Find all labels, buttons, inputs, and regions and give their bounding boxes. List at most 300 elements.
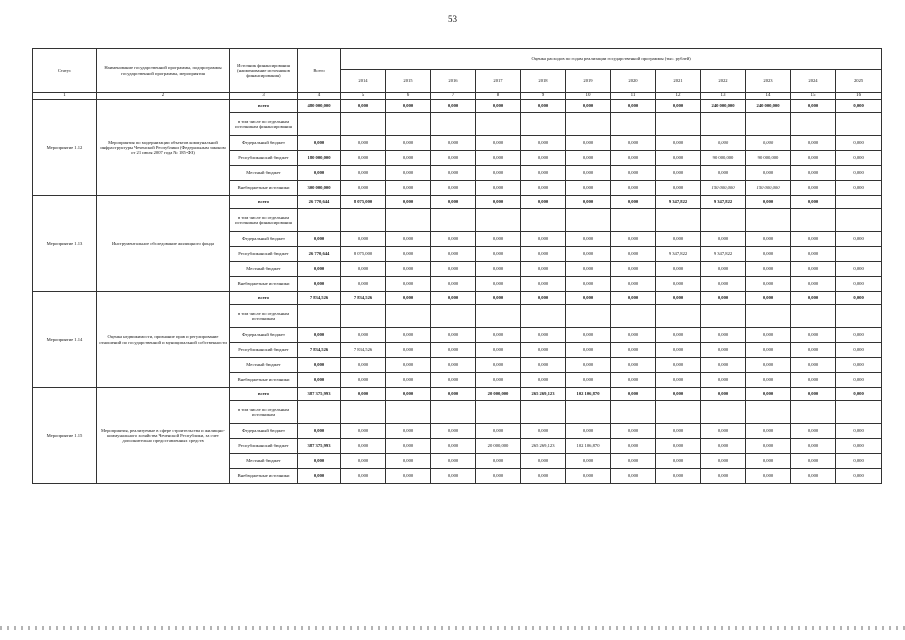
- year-value-cell: [341, 401, 386, 424]
- total-cell: 387 375,993: [298, 439, 341, 454]
- year-value-cell: 0,000: [836, 232, 882, 247]
- year-value-cell: 0,000: [566, 181, 611, 196]
- year-value-cell: 0,000: [386, 292, 431, 305]
- year-value-cell: 7 834,526: [341, 292, 386, 305]
- year-value-cell: [341, 305, 386, 328]
- year-value-cell: 0,000: [701, 388, 746, 401]
- year-value-cell: 0,000: [701, 454, 746, 469]
- year-value-cell: [431, 401, 476, 424]
- year-value-cell: 0,000: [791, 196, 836, 209]
- year-header: 2015: [386, 70, 431, 93]
- year-value-cell: 0,000: [656, 328, 701, 343]
- year-header: 2017: [476, 70, 521, 93]
- year-value-cell: 0,000: [431, 100, 476, 113]
- year-value-cell: [386, 209, 431, 232]
- year-value-cell: 0,000: [836, 181, 882, 196]
- year-value-cell: 0,000: [701, 292, 746, 305]
- year-value-cell: [611, 113, 656, 136]
- column-number: 11: [611, 93, 656, 100]
- year-value-cell: 0,000: [341, 373, 386, 388]
- year-value-cell: 0,000: [386, 277, 431, 292]
- year-value-cell: [611, 209, 656, 232]
- year-value-cell: 0,000: [656, 100, 701, 113]
- year-value-cell: 0,000: [611, 439, 656, 454]
- year-value-cell: 0,000: [836, 424, 882, 439]
- year-value-cell: 0,000: [836, 439, 882, 454]
- year-value-cell: 0,000: [386, 424, 431, 439]
- year-header: 2022: [701, 70, 746, 93]
- year-header: 2021: [656, 70, 701, 93]
- total-cell: 7 834,526: [298, 292, 341, 305]
- year-value-cell: 0,000: [701, 277, 746, 292]
- funding-source: в том числе по отдельным источникам: [230, 305, 298, 328]
- year-value-cell: [836, 209, 882, 232]
- year-value-cell: 9 347,822: [656, 247, 701, 262]
- year-value-cell: 102 106,870: [566, 388, 611, 401]
- year-value-cell: 0,000: [701, 469, 746, 484]
- year-value-cell: 0,000: [386, 151, 431, 166]
- year-value-cell: 0,000: [566, 232, 611, 247]
- year-value-cell: 0,000: [566, 166, 611, 181]
- year-value-cell: 0,000: [746, 292, 791, 305]
- year-value-cell: [386, 401, 431, 424]
- year-value-cell: [656, 113, 701, 136]
- table-row: [33, 292, 882, 305]
- year-value-cell: [386, 305, 431, 328]
- column-number: 10: [566, 93, 611, 100]
- year-value-cell: [791, 209, 836, 232]
- year-value-cell: 9 347,822: [701, 247, 746, 262]
- year-value-cell: 0,000: [521, 196, 566, 209]
- year-value-cell: [476, 209, 521, 232]
- year-value-cell: 0,000: [476, 469, 521, 484]
- year-header: 2020: [611, 70, 656, 93]
- funding-source: Внебюджетные источники: [230, 277, 298, 292]
- year-value-cell: 0,000: [611, 424, 656, 439]
- total-cell: [298, 113, 341, 136]
- year-value-cell: 0,000: [656, 292, 701, 305]
- year-value-cell: 0,000: [476, 232, 521, 247]
- year-value-cell: 0,000: [611, 358, 656, 373]
- year-value-cell: [611, 401, 656, 424]
- total-cell: [298, 305, 341, 328]
- year-value-cell: 0,000: [341, 232, 386, 247]
- table-row: [33, 100, 882, 113]
- year-value-cell: 0,000: [521, 181, 566, 196]
- year-value-cell: 0,000: [431, 439, 476, 454]
- year-value-cell: 0,000: [611, 373, 656, 388]
- year-value-cell: 0,000: [611, 136, 656, 151]
- year-value-cell: 0,000: [386, 181, 431, 196]
- year-value-cell: [791, 305, 836, 328]
- total-cell: 0,000: [298, 277, 341, 292]
- year-value-cell: 0,000: [656, 439, 701, 454]
- year-value-cell: 0,000: [341, 328, 386, 343]
- funding-source: Республиканский бюджет: [230, 439, 298, 454]
- year-value-cell: 0,000: [386, 439, 431, 454]
- year-value-cell: 0,000: [656, 358, 701, 373]
- year-value-cell: 0,000: [476, 196, 521, 209]
- activity-name: Мероприятия по модернизации объектов коммунальной инфраструктуры Чеченской Республики (Федеральным законом от 21 июля 2007 года № 185-ФЗ): [97, 100, 230, 196]
- year-value-cell: 0,000: [701, 136, 746, 151]
- year-value-cell: [836, 305, 882, 328]
- year-value-cell: 0,000: [836, 373, 882, 388]
- year-value-cell: 0,000: [521, 469, 566, 484]
- year-header: 2016: [431, 70, 476, 93]
- year-value-cell: 0,000: [386, 262, 431, 277]
- year-value-cell: 0,000: [701, 328, 746, 343]
- year-value-cell: 0,000: [701, 373, 746, 388]
- header-name: Наименование государственной программы, подпрограммы государственной программы, мероприятия: [97, 49, 230, 93]
- year-value-cell: 0,000: [566, 469, 611, 484]
- year-value-cell: [836, 247, 882, 262]
- column-number: 2: [97, 93, 230, 100]
- funding-source: Местный бюджет: [230, 358, 298, 373]
- total-cell: 0,000: [298, 469, 341, 484]
- year-value-cell: 0,000: [566, 277, 611, 292]
- year-value-cell: 0,000: [791, 358, 836, 373]
- year-value-cell: 0,000: [656, 373, 701, 388]
- column-number: 3: [230, 93, 298, 100]
- year-value-cell: 0,000: [341, 424, 386, 439]
- year-value-cell: 0,000: [476, 262, 521, 277]
- year-header: 2019: [566, 70, 611, 93]
- year-value-cell: 0,000: [566, 151, 611, 166]
- total-cell: 0,000: [298, 358, 341, 373]
- total-cell: 0,000: [298, 262, 341, 277]
- year-value-cell: 0,000: [791, 328, 836, 343]
- year-value-cell: 0,000: [836, 262, 882, 277]
- year-value-cell: 0,000: [656, 343, 701, 358]
- funding-source: Федеральный бюджет: [230, 424, 298, 439]
- activity-status: Мероприятие 1.15: [33, 388, 97, 484]
- year-value-cell: 0,000: [836, 328, 882, 343]
- year-value-cell: 0,000: [521, 373, 566, 388]
- year-value-cell: 0,000: [836, 151, 882, 166]
- total-cell: 0,000: [298, 166, 341, 181]
- year-value-cell: 0,000: [746, 454, 791, 469]
- year-value-cell: 0,000: [611, 166, 656, 181]
- total-cell: 0,000: [298, 424, 341, 439]
- year-value-cell: 0,000: [746, 388, 791, 401]
- year-value-cell: 0,000: [836, 136, 882, 151]
- total-cell: 0,000: [298, 232, 341, 247]
- year-value-cell: 0,000: [566, 373, 611, 388]
- total-cell: 387 375,993: [298, 388, 341, 401]
- year-value-cell: 0,000: [476, 292, 521, 305]
- year-value-cell: 0,000: [836, 166, 882, 181]
- year-header: 2025: [836, 70, 882, 93]
- year-value-cell: 0,000: [836, 358, 882, 373]
- year-value-cell: [656, 401, 701, 424]
- funding-source: Республиканский бюджет: [230, 151, 298, 166]
- year-value-cell: 0,000: [386, 454, 431, 469]
- year-value-cell: [701, 305, 746, 328]
- year-value-cell: 0,000: [431, 262, 476, 277]
- year-value-cell: 0,000: [746, 196, 791, 209]
- year-value-cell: 0,000: [386, 328, 431, 343]
- year-value-cell: 0,000: [656, 262, 701, 277]
- year-value-cell: 0,000: [521, 136, 566, 151]
- scan-noise-line: [0, 626, 905, 630]
- year-value-cell: 0,000: [836, 292, 882, 305]
- year-value-cell: 0,000: [476, 277, 521, 292]
- year-value-cell: 0,000: [521, 358, 566, 373]
- total-cell: 480 000,000: [298, 100, 341, 113]
- year-value-cell: 0,000: [431, 136, 476, 151]
- year-value-cell: 0,000: [656, 181, 701, 196]
- funding-source: в том числе по отдельным источникам финансирования: [230, 113, 298, 136]
- year-value-cell: 0,000: [566, 292, 611, 305]
- year-value-cell: 0,000: [656, 166, 701, 181]
- year-value-cell: [476, 305, 521, 328]
- year-value-cell: 0,000: [521, 343, 566, 358]
- year-value-cell: 0,000: [386, 136, 431, 151]
- year-value-cell: 0,000: [611, 277, 656, 292]
- total-cell: 0,000: [298, 373, 341, 388]
- year-value-cell: 0,000: [341, 100, 386, 113]
- year-value-cell: 0,000: [431, 181, 476, 196]
- year-value-cell: 0,000: [791, 469, 836, 484]
- year-value-cell: [701, 401, 746, 424]
- funding-source: всего: [230, 388, 298, 401]
- year-value-cell: 0,000: [746, 262, 791, 277]
- year-value-cell: 0,000: [341, 151, 386, 166]
- year-value-cell: 0,000: [431, 247, 476, 262]
- year-value-cell: 0,000: [746, 343, 791, 358]
- year-value-cell: 0,000: [566, 328, 611, 343]
- year-value-cell: 0,000: [341, 454, 386, 469]
- year-value-cell: 240 000,000: [746, 100, 791, 113]
- header-estimate: Оценка расходов по годам реализации государственной программы (тыс. рублей): [341, 49, 882, 70]
- year-value-cell: 0,000: [656, 469, 701, 484]
- year-value-cell: 0,000: [386, 469, 431, 484]
- year-value-cell: [791, 401, 836, 424]
- year-value-cell: 0,000: [791, 424, 836, 439]
- year-value-cell: 0,000: [656, 388, 701, 401]
- year-value-cell: 0,000: [521, 454, 566, 469]
- year-value-cell: 0,000: [431, 151, 476, 166]
- year-value-cell: 0,000: [431, 469, 476, 484]
- year-value-cell: [521, 209, 566, 232]
- year-value-cell: 0,000: [656, 151, 701, 166]
- year-value-cell: 7 834,526: [341, 343, 386, 358]
- year-value-cell: 240 000,000: [701, 100, 746, 113]
- year-value-cell: 0,000: [476, 424, 521, 439]
- year-value-cell: 0,000: [341, 166, 386, 181]
- year-value-cell: 0,000: [476, 151, 521, 166]
- year-value-cell: 0,000: [701, 424, 746, 439]
- year-value-cell: 8 075,000: [341, 196, 386, 209]
- year-value-cell: 0,000: [566, 196, 611, 209]
- expenditure-table: [32, 48, 882, 484]
- year-value-cell: 102 106,870: [566, 439, 611, 454]
- year-value-cell: 0,000: [611, 469, 656, 484]
- year-value-cell: 0,000: [476, 373, 521, 388]
- year-value-cell: 0,000: [656, 232, 701, 247]
- year-value-cell: 0,000: [476, 454, 521, 469]
- column-number: 5: [341, 93, 386, 100]
- header-status: Статус: [33, 49, 97, 93]
- year-header: 2014: [341, 70, 386, 93]
- header-total: Всего: [298, 49, 341, 93]
- year-value-cell: 0,000: [611, 343, 656, 358]
- year-value-cell: 0,000: [836, 454, 882, 469]
- year-value-cell: [341, 113, 386, 136]
- year-value-cell: 0,000: [701, 262, 746, 277]
- year-value-cell: 0,000: [476, 343, 521, 358]
- activity-status: Мероприятие 1.13: [33, 196, 97, 292]
- year-value-cell: 0,000: [341, 136, 386, 151]
- year-value-cell: 0,000: [791, 292, 836, 305]
- year-value-cell: 0,000: [701, 166, 746, 181]
- year-value-cell: 0,000: [836, 343, 882, 358]
- year-value-cell: [521, 113, 566, 136]
- total-cell: [298, 209, 341, 232]
- year-value-cell: 0,000: [566, 262, 611, 277]
- year-value-cell: [521, 401, 566, 424]
- year-value-cell: 0,000: [611, 388, 656, 401]
- year-value-cell: [746, 401, 791, 424]
- year-value-cell: 0,000: [611, 181, 656, 196]
- year-value-cell: 0,000: [791, 277, 836, 292]
- year-value-cell: 0,000: [386, 343, 431, 358]
- year-value-cell: 0,000: [566, 343, 611, 358]
- table-row: [33, 196, 882, 209]
- year-value-cell: 20 000,000: [476, 439, 521, 454]
- total-cell: 7 834,526: [298, 343, 341, 358]
- year-value-cell: 0,000: [431, 373, 476, 388]
- total-cell: 300 000,000: [298, 181, 341, 196]
- year-value-cell: [746, 305, 791, 328]
- year-value-cell: 0,000: [521, 262, 566, 277]
- funding-source: Республиканский бюджет: [230, 247, 298, 262]
- year-value-cell: 0,000: [521, 232, 566, 247]
- funding-source: всего: [230, 100, 298, 113]
- year-value-cell: 0,000: [656, 277, 701, 292]
- funding-source: в том числе по отдельным источникам: [230, 401, 298, 424]
- year-value-cell: 0,000: [746, 424, 791, 439]
- year-value-cell: 0,000: [836, 100, 882, 113]
- column-number: 1: [33, 93, 97, 100]
- funding-source: Местный бюджет: [230, 262, 298, 277]
- year-value-cell: 8 075,000: [341, 247, 386, 262]
- year-value-cell: 0,000: [341, 277, 386, 292]
- year-value-cell: 150 000,000: [746, 181, 791, 196]
- year-value-cell: 0,000: [566, 100, 611, 113]
- year-value-cell: 0,000: [476, 328, 521, 343]
- funding-source: Республиканский бюджет: [230, 343, 298, 358]
- year-value-cell: 0,000: [746, 439, 791, 454]
- activity-name: Инструментальное обследование жилищного фонда: [97, 196, 230, 292]
- year-value-cell: 0,000: [521, 247, 566, 262]
- year-value-cell: 0,000: [746, 166, 791, 181]
- year-value-cell: 0,000: [791, 262, 836, 277]
- year-value-cell: 0,000: [791, 388, 836, 401]
- year-value-cell: 0,000: [836, 388, 882, 401]
- funding-source: Федеральный бюджет: [230, 232, 298, 247]
- year-value-cell: 0,000: [431, 292, 476, 305]
- year-value-cell: 0,000: [341, 439, 386, 454]
- year-value-cell: 0,000: [431, 196, 476, 209]
- year-value-cell: [431, 209, 476, 232]
- year-value-cell: [701, 113, 746, 136]
- page-number: 53: [448, 14, 457, 24]
- year-value-cell: 0,000: [431, 277, 476, 292]
- year-value-cell: [791, 113, 836, 136]
- year-value-cell: 0,000: [521, 151, 566, 166]
- year-value-cell: 0,000: [746, 277, 791, 292]
- year-value-cell: [656, 209, 701, 232]
- year-value-cell: [836, 196, 882, 209]
- year-value-cell: 0,000: [746, 136, 791, 151]
- total-cell: 26 770,644: [298, 247, 341, 262]
- year-value-cell: 0,000: [656, 136, 701, 151]
- year-value-cell: 9 347,822: [701, 196, 746, 209]
- year-value-cell: 0,000: [746, 373, 791, 388]
- funding-source: Внебюджетные источники: [230, 373, 298, 388]
- year-value-cell: 0,000: [611, 328, 656, 343]
- year-value-cell: 0,000: [701, 358, 746, 373]
- column-number: 8: [476, 93, 521, 100]
- year-value-cell: 0,000: [431, 232, 476, 247]
- year-header: 2023: [746, 70, 791, 93]
- column-number: 15: [791, 93, 836, 100]
- year-value-cell: [341, 209, 386, 232]
- year-value-cell: [566, 305, 611, 328]
- activity-name: Мероприятия, реализуемые в сфере строительства и жилищно-коммунального хозяйства Чеченской Республики, за счет дополнительно предоставленных средств: [97, 388, 230, 484]
- year-value-cell: 265 269,123: [521, 439, 566, 454]
- funding-source: всего: [230, 196, 298, 209]
- funding-source: Местный бюджет: [230, 454, 298, 469]
- year-value-cell: 0,000: [386, 100, 431, 113]
- column-number: 13: [701, 93, 746, 100]
- year-value-cell: [521, 305, 566, 328]
- year-value-cell: 0,000: [566, 136, 611, 151]
- year-value-cell: 0,000: [611, 454, 656, 469]
- year-value-cell: 0,000: [611, 196, 656, 209]
- year-value-cell: 0,000: [521, 166, 566, 181]
- year-value-cell: [386, 113, 431, 136]
- year-value-cell: [431, 305, 476, 328]
- year-header: 2018: [521, 70, 566, 93]
- year-value-cell: [566, 401, 611, 424]
- funding-source: Внебюджетные источники: [230, 181, 298, 196]
- column-number: 16: [836, 93, 882, 100]
- funding-source: в том числе по отдельным источникам финансирования: [230, 209, 298, 232]
- year-value-cell: 150 000,000: [701, 181, 746, 196]
- year-value-cell: 0,000: [566, 424, 611, 439]
- year-value-cell: 0,000: [386, 232, 431, 247]
- year-value-cell: 0,000: [611, 247, 656, 262]
- year-value-cell: 0,000: [611, 262, 656, 277]
- year-value-cell: 0,000: [791, 439, 836, 454]
- year-value-cell: 0,000: [386, 247, 431, 262]
- year-value-cell: 0,000: [476, 247, 521, 262]
- year-value-cell: 0,000: [791, 166, 836, 181]
- year-value-cell: 0,000: [431, 424, 476, 439]
- year-value-cell: [701, 209, 746, 232]
- column-number: 12: [656, 93, 701, 100]
- year-value-cell: 0,000: [701, 439, 746, 454]
- year-value-cell: 0,000: [611, 151, 656, 166]
- year-value-cell: 0,000: [791, 343, 836, 358]
- year-value-cell: 0,000: [791, 373, 836, 388]
- year-value-cell: 0,000: [791, 232, 836, 247]
- year-value-cell: 0,000: [791, 181, 836, 196]
- year-value-cell: 0,000: [386, 373, 431, 388]
- year-value-cell: 0,000: [611, 292, 656, 305]
